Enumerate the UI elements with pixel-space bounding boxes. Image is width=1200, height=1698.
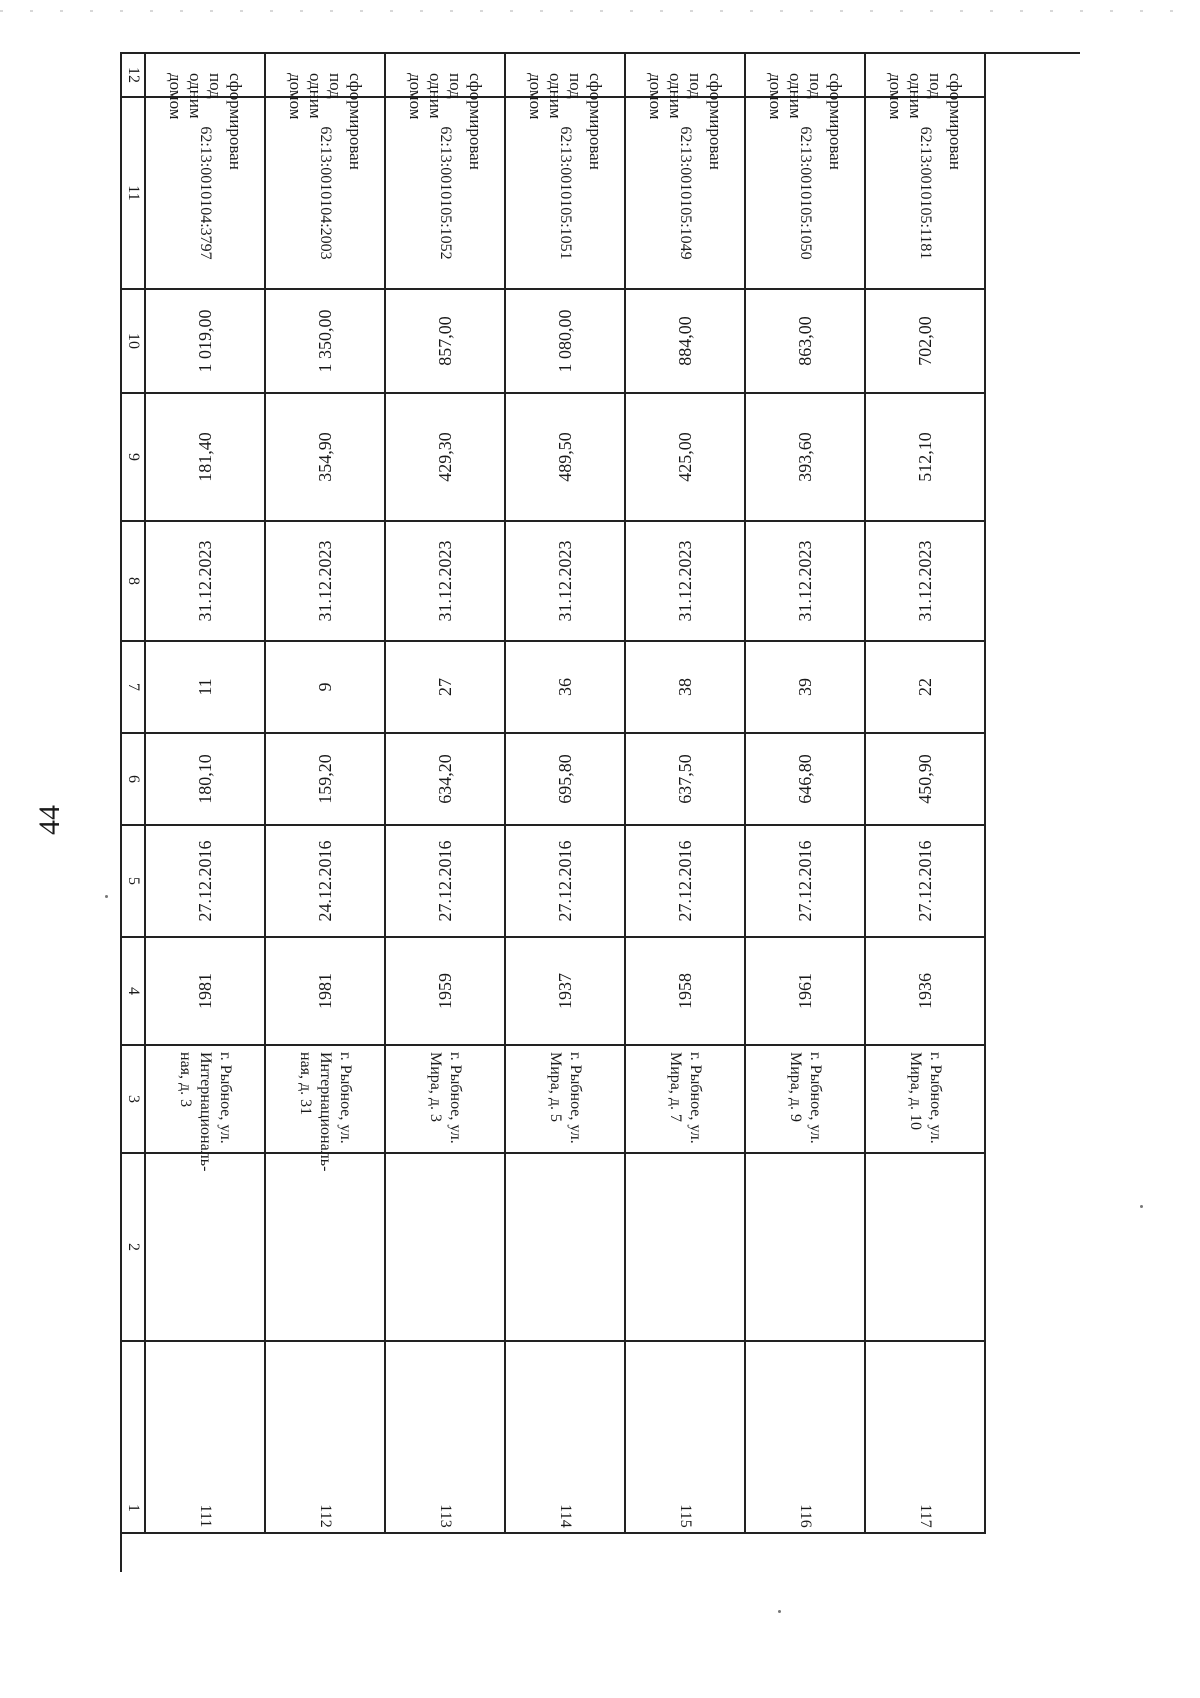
column-number: 12 (125, 67, 142, 83)
header-cell-col-7 (122, 642, 146, 734)
table-cell-col-10 (266, 290, 386, 394)
table-cell-col-2 (506, 1154, 626, 1342)
table-cell-col-6 (746, 734, 866, 826)
page-number-text: 44 (33, 805, 66, 835)
cell-text: 114 (557, 1504, 574, 1528)
table-cell-col-3 (506, 1046, 626, 1154)
table-cell-col-11 (506, 98, 626, 290)
table-cell-col-3 (626, 1046, 746, 1154)
cell-text: 112 (317, 1504, 334, 1528)
cell-text: 31.12.2023 (435, 540, 455, 622)
cell-text: г. Рыбное, ул. Мира, д. 9 (787, 1052, 824, 1144)
table-cell-col-5 (746, 826, 866, 938)
cell-text: сформирован под одним домом (886, 73, 965, 170)
column-number: 3 (125, 1095, 142, 1103)
column-number: 5 (125, 877, 142, 885)
table-cell-col-5 (146, 826, 266, 938)
cell-text: 62:13:0010105:1181 (917, 126, 934, 260)
table-cell-col-7 (146, 642, 266, 734)
table-cell-col-7 (266, 642, 386, 734)
cell-text: 62:13:0010104:2003 (317, 126, 334, 260)
cell-text: г. Рыбное, ул. Мира, д. 10 (907, 1052, 944, 1144)
table-cell-col-9 (266, 394, 386, 522)
table-cell-col-1 (746, 1342, 866, 1534)
table-cell-col-9 (386, 394, 506, 522)
cell-text: 1 080,00 (555, 309, 575, 373)
cell-text: 1981 (315, 973, 335, 1009)
cell-text: 1 019,00 (195, 309, 215, 373)
cell-text: 24.12.2016 (315, 840, 335, 922)
table-cell-col-2 (266, 1154, 386, 1342)
table-cell-col-7 (626, 642, 746, 734)
table-cell-col-5 (266, 826, 386, 938)
cell-text: 884,00 (675, 316, 695, 366)
table-cell-col-7 (746, 642, 866, 734)
header-cell-col-1 (122, 1342, 146, 1534)
cell-text: 116 (797, 1504, 814, 1528)
column-number: 4 (125, 987, 142, 995)
table-cell-col-12 (506, 54, 626, 170)
cell-text: 1981 (195, 973, 215, 1009)
cell-text: 62:13:0010105:1052 (437, 126, 454, 260)
table-cell-col-1 (626, 1342, 746, 1534)
table-cell-col-3 (386, 1046, 506, 1154)
cell-text: 27.12.2016 (195, 840, 215, 922)
cell-text: 1937 (555, 973, 575, 1009)
cell-text: 393,60 (795, 432, 815, 482)
cell-text: 36 (555, 678, 575, 696)
cell-text: 637,50 (675, 754, 695, 804)
table-cell-col-11 (146, 98, 266, 290)
header-cell-col-11 (122, 98, 146, 290)
table-cell-col-1 (266, 1342, 386, 1534)
cell-text: 702,00 (915, 316, 935, 366)
cell-text: 62:13:0010105:1051 (557, 126, 574, 260)
header-cell-col-8 (122, 522, 146, 642)
table-cell-col-10 (506, 290, 626, 394)
table-cell-col-6 (866, 734, 986, 826)
table-cell-col-12 (266, 54, 386, 170)
cell-text: 117 (917, 1504, 934, 1528)
cell-text: 27.12.2016 (555, 840, 575, 922)
table-cell-col-6 (266, 734, 386, 826)
cell-text: 62:13:0010105:1050 (797, 126, 814, 260)
cell-text: 425,00 (675, 432, 695, 482)
cell-text: 39 (795, 678, 815, 696)
table-cell-col-8 (866, 522, 986, 642)
column-number: 6 (125, 775, 142, 783)
table-cell-col-1 (866, 1342, 986, 1534)
table-cell-col-10 (386, 290, 506, 394)
table-cell-col-10 (626, 290, 746, 394)
cell-text: 450,90 (915, 754, 935, 804)
table-cell-col-5 (626, 826, 746, 938)
table-cell-col-12 (626, 54, 746, 170)
table-cell-col-1 (386, 1342, 506, 1534)
table-cell-col-1 (506, 1342, 626, 1534)
cell-text: 62:13:0010104:3797 (197, 126, 214, 260)
table-cell-col-7 (866, 642, 986, 734)
table-cell-col-6 (506, 734, 626, 826)
table-cell-col-3 (146, 1046, 266, 1172)
cell-text: 31.12.2023 (555, 540, 575, 622)
table-cell-col-12 (146, 54, 266, 170)
cell-text: 11 (195, 678, 215, 696)
header-cell-col-2 (122, 1154, 146, 1342)
table-cell-col-4 (746, 938, 866, 1046)
cell-text: 429,30 (435, 432, 455, 482)
cell-text: 27 (435, 678, 455, 696)
page-number (30, 800, 70, 840)
cell-text: 1961 (795, 973, 815, 1009)
cell-text: 31.12.2023 (915, 540, 935, 622)
table-cell-col-4 (146, 938, 266, 1046)
cell-text: 27.12.2016 (675, 840, 695, 922)
table-cell-col-2 (746, 1154, 866, 1342)
scan-edge-artifact (0, 10, 1200, 12)
column-number: 9 (125, 453, 142, 461)
table-cell-col-4 (386, 938, 506, 1046)
table-cell-col-7 (386, 642, 506, 734)
table-cell-col-11 (266, 98, 386, 290)
cell-text: сформирован под одним домом (166, 73, 245, 170)
table-cell-col-3 (746, 1046, 866, 1154)
header-cell-col-12 (122, 54, 146, 98)
cell-text: 27.12.2016 (435, 840, 455, 922)
cell-text: 31.12.2023 (675, 540, 695, 622)
table-cell-col-10 (746, 290, 866, 394)
table-cell-col-8 (746, 522, 866, 642)
cell-text: 62:13:0010105:1049 (677, 126, 694, 260)
cell-text: 695,80 (555, 754, 575, 804)
cell-text: 9 (315, 682, 335, 692)
column-number: 1 (125, 1504, 142, 1512)
scan-speck (1140, 1205, 1143, 1208)
cell-text: 180,10 (195, 754, 215, 804)
table-cell-col-6 (626, 734, 746, 826)
cell-text: 181,40 (195, 432, 215, 482)
header-cell-col-9 (122, 394, 146, 522)
table-cell-col-1 (146, 1342, 266, 1534)
table-cell-col-9 (746, 394, 866, 522)
header-cell-col-4 (122, 938, 146, 1046)
table-cell-col-11 (386, 98, 506, 290)
cell-text: 646,80 (795, 754, 815, 804)
table-cell-col-11 (866, 98, 986, 290)
table-cell-col-2 (146, 1154, 266, 1342)
scan-speck (778, 1610, 781, 1613)
table-cell-col-4 (266, 938, 386, 1046)
table-cell-col-4 (626, 938, 746, 1046)
table-cell-col-5 (386, 826, 506, 938)
cell-text: г. Рыбное, ул. Интернациональ-ная, д. 31 (297, 1052, 354, 1172)
table-cell-col-9 (506, 394, 626, 522)
table-cell-col-2 (866, 1154, 986, 1342)
table-cell-col-12 (746, 54, 866, 170)
table-cell-col-6 (386, 734, 506, 826)
table-cell-col-9 (626, 394, 746, 522)
cell-text: 634,20 (435, 754, 455, 804)
cell-text: 1 350,00 (315, 309, 335, 373)
table-cell-col-12 (866, 54, 986, 170)
cell-text: сформирован под одним домом (526, 73, 605, 170)
column-number: 2 (125, 1243, 142, 1251)
cell-text: г. Рыбное, ул. Мира, д. 7 (667, 1052, 704, 1144)
table-cell-col-9 (866, 394, 986, 522)
table-cell-col-11 (626, 98, 746, 290)
table-cell-col-6 (146, 734, 266, 826)
table-cell-col-5 (866, 826, 986, 938)
scan-speck (105, 895, 108, 898)
table-cell-col-8 (626, 522, 746, 642)
table-cell-col-2 (626, 1154, 746, 1342)
cell-text: 27.12.2016 (915, 840, 935, 922)
column-number: 10 (125, 333, 142, 349)
cell-text: 1959 (435, 973, 455, 1009)
cell-text: 22 (915, 678, 935, 696)
cell-text: 1958 (675, 973, 695, 1009)
cell-text: 113 (437, 1504, 454, 1528)
table-cell-col-5 (506, 826, 626, 938)
header-cell-col-3 (122, 1046, 146, 1154)
cell-text: 857,00 (435, 316, 455, 366)
column-number: 7 (125, 683, 142, 691)
cell-text: 111 (197, 1504, 214, 1528)
cell-text: 27.12.2016 (795, 840, 815, 922)
table-cell-col-8 (266, 522, 386, 642)
table-cell-col-9 (146, 394, 266, 522)
cell-text: 354,90 (315, 432, 335, 482)
cell-text: сформирован под одним домом (286, 73, 365, 170)
table-cell-col-8 (146, 522, 266, 642)
cell-text: 31.12.2023 (795, 540, 815, 622)
table-cell-col-8 (506, 522, 626, 642)
table-cell-col-10 (146, 290, 266, 394)
cell-text: 1936 (915, 973, 935, 1009)
header-cell-col-10 (122, 290, 146, 394)
cell-text: г. Рыбное, ул. Мира, д. 5 (547, 1052, 584, 1144)
cell-text: 115 (677, 1504, 694, 1528)
header-cell-col-6 (122, 734, 146, 826)
column-number: 11 (125, 185, 142, 201)
cell-text: 512,10 (915, 432, 935, 482)
table-cell-col-7 (506, 642, 626, 734)
cell-text: 31.12.2023 (315, 540, 335, 622)
cell-text: сформирован под одним домом (766, 73, 845, 170)
table-cell-col-3 (266, 1046, 386, 1172)
table-cell-col-3 (866, 1046, 986, 1154)
cell-text: сформирован под одним домом (646, 73, 725, 170)
cell-text: сформирован под одним домом (406, 73, 485, 170)
table-cell-col-12 (386, 54, 506, 170)
cell-text: 31.12.2023 (195, 540, 215, 622)
table-cell-col-10 (866, 290, 986, 394)
cell-text: г. Рыбное, ул. Интернациональ-ная, д. 3 (177, 1052, 234, 1172)
header-cell-col-5 (122, 826, 146, 938)
cell-text: 159,20 (315, 754, 335, 804)
cell-text: 38 (675, 678, 695, 696)
table-cell-col-4 (866, 938, 986, 1046)
cell-text: 489,50 (555, 432, 575, 482)
column-number: 8 (125, 577, 142, 585)
table-cell-col-2 (386, 1154, 506, 1342)
rotated-registry-table (120, 52, 1080, 1572)
cell-text: 863,00 (795, 316, 815, 366)
table-cell-col-4 (506, 938, 626, 1046)
cell-text: г. Рыбное, ул. Мира, д. 3 (427, 1052, 464, 1144)
table-cell-col-11 (746, 98, 866, 290)
table-cell-col-8 (386, 522, 506, 642)
